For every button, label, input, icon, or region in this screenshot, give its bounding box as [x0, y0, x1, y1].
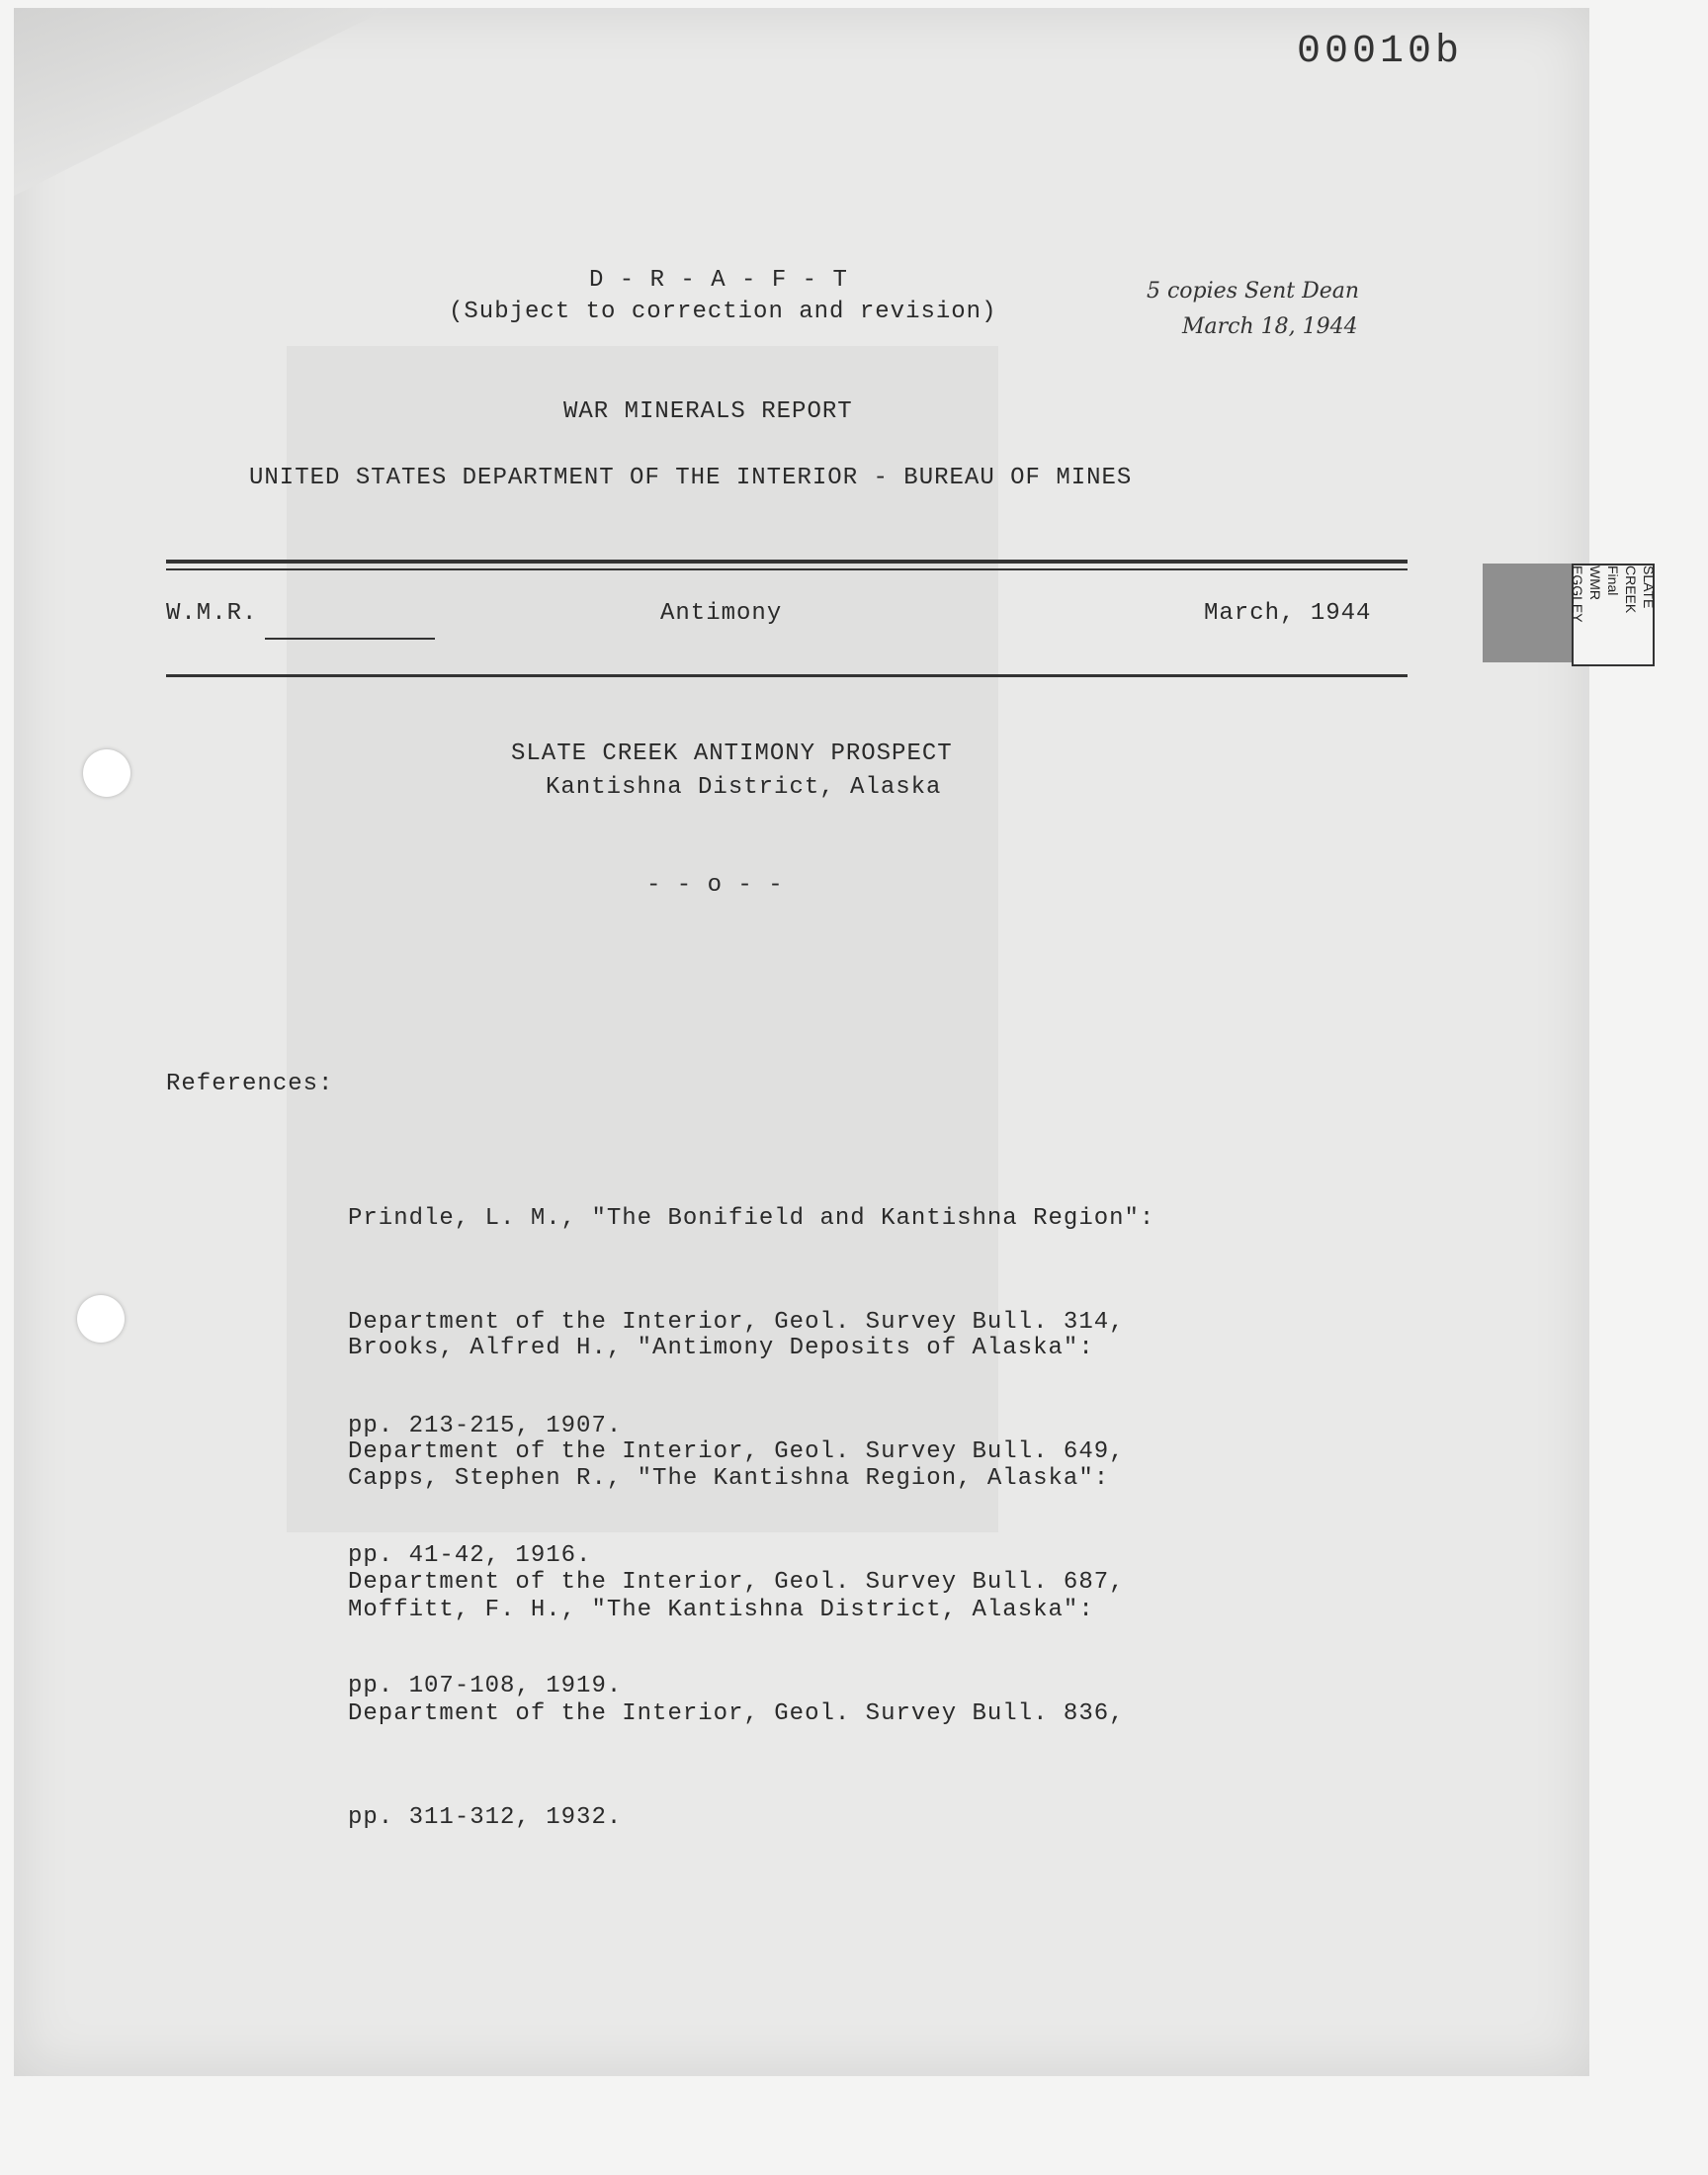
department-heading: UNITED STATES DEPARTMENT OF THE INTERIOR - BUREAU OF MINES [249, 465, 1133, 491]
reference-author-title: Brooks, Alfred H., "Antimony Deposits of Alaska": [348, 1335, 1094, 1361]
top-rule-thin [166, 568, 1408, 570]
wmr-number-blank [265, 638, 435, 640]
reference-publication: Department of the Interior, Geol. Survey Bull. 836, [348, 1700, 1125, 1727]
side-label-line1: SLATE [1641, 566, 1657, 609]
reference-pages: pp. 107-108, 1919. [348, 1673, 623, 1699]
reference-author-title: Capps, Stephen R., "The Kantishna Region, Alaska": [348, 1465, 1110, 1492]
punch-hole-upper [83, 749, 130, 797]
prospect-name: SLATE CREEK ANTIMONY PROSPECT [511, 740, 953, 767]
report-title: WAR MINERALS REPORT [563, 398, 853, 425]
punch-hole-lower [77, 1295, 125, 1343]
handwritten-note-line1: 5 copies Sent Dean [1147, 279, 1360, 304]
side-label-line5: EGGLEY [1570, 566, 1585, 623]
reference-author-title: Moffitt, F. H., "The Kantishna District, Alaska": [348, 1597, 1094, 1623]
mineral-name: Antimony [660, 600, 783, 627]
side-label-line3: Final [1605, 566, 1621, 596]
section-separator: - - o - - [646, 872, 784, 899]
gray-tab [1483, 564, 1572, 662]
draft-title: D - R - A - F - T [589, 267, 848, 294]
reference-pages: pp. 41-42, 1916. [348, 1542, 592, 1569]
reference-publication: Department of the Interior, Geol. Survey Bull. 687, [348, 1569, 1125, 1596]
reference-pages: pp. 311-312, 1932. [348, 1804, 623, 1831]
side-label-line4: WMR [1587, 566, 1603, 600]
stamp-number: 00010b [1297, 30, 1464, 74]
reference-publication: Department of the Interior, Geol. Survey Bull. 314, [348, 1309, 1125, 1336]
reference-author-title: Prindle, L. M., "The Bonifield and Kantishna Region": [348, 1205, 1155, 1232]
top-rule-thick [166, 560, 1408, 564]
reference-publication: Department of the Interior, Geol. Survey Bull. 649, [348, 1438, 1125, 1465]
report-date: March, 1944 [1204, 600, 1372, 627]
side-label [1572, 564, 1655, 666]
side-label-line2: CREEK [1623, 566, 1639, 614]
references-heading: References: [166, 1071, 334, 1097]
draft-subtitle: (Subject to correction and revision) [449, 299, 997, 325]
wmr-label: W.M.R. [166, 600, 258, 627]
bottom-rule [166, 674, 1408, 677]
prospect-location: Kantishna District, Alaska [546, 774, 942, 801]
reference-pages: pp. 213-215, 1907. [348, 1413, 623, 1439]
handwritten-note-line2: March 18, 1944 [1182, 314, 1358, 339]
reference-item [348, 1523, 1125, 1870]
